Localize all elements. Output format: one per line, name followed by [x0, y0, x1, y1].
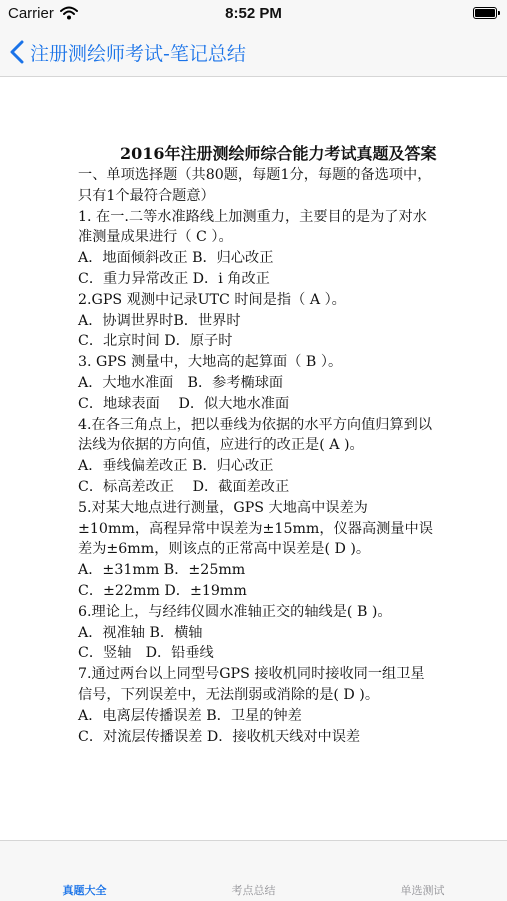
navigation-bar — [0, 28, 507, 77]
tab-label: 考点总结 — [231, 884, 276, 897]
document-line: C．北京时间 D．原子时 — [78, 333, 233, 350]
document-line: A．电离层传播误差 B．卫星的钟差 — [78, 707, 302, 724]
status-time: 8:52 PM — [225, 5, 282, 22]
document-line: A．垂线偏差改正 B．归心改正 — [78, 458, 274, 475]
tab-label: 真题大全 — [62, 884, 107, 897]
document-line: 5.对某大地点进行测量，GPS 大地高中误差为±10mm，高程异常中误差为±15mm，仪器高测量中误差为±6mm，则该点的正常高中误差是( D )。 — [78, 499, 433, 558]
document-title: 2016年注册测绘师综合能力考试真题及答案 — [120, 144, 437, 163]
document-line: C．对流层传播误差 D．接收机天线对中误差 — [78, 728, 361, 745]
document-line: 2.GPS 观测中记录UTC 时间是指（ A ）。 — [78, 291, 346, 308]
document-line: 7.通过两台以上同型号GPS 接收机同时接收同一组卫星信号，下列误差中，无法削弱或消除的是( D )。 — [78, 666, 425, 703]
tab-bar — [0, 840, 507, 901]
tab-real-exams[interactable] — [0, 841, 169, 901]
nav-title: 注册测绘师考试-笔记总结 — [30, 42, 246, 65]
document-line: 4.在各三角点上，把以垂线为依据的水平方向值归算到以法线为依据的方向值，应进行的改正是( A )。 — [78, 416, 433, 454]
document-line: 3. GPS 测量中，大地高的起算面（ B ）。 — [78, 354, 343, 371]
document-line: A．协调世界时B．世界时 — [78, 312, 241, 329]
document-view[interactable] — [0, 77, 507, 840]
back-button[interactable] — [10, 36, 246, 68]
tab-single-choice-test[interactable] — [338, 841, 507, 901]
document-line: 1. 在一.二等水准路线上加测重力，主要目的是为了对水准测量成果进行（ C ）。 — [78, 208, 427, 246]
status-bar — [0, 0, 507, 28]
document-line: C．±22mm D．±19mm — [78, 582, 247, 599]
document-line: A．±31mm B．±25mm — [78, 562, 246, 579]
carrier-label: Carrier — [8, 5, 54, 22]
document-line: C．重力异常改正 D．i 角改正 — [78, 270, 270, 287]
chevron-left-icon — [10, 40, 24, 64]
document-line: A．地面倾斜改正 B．归心改正 — [78, 250, 274, 267]
document-line: 6.理论上，与经纬仪圆水准轴正交的轴线是( B )。 — [78, 603, 392, 620]
document-line: A．视准轴 B．横轴 — [78, 624, 203, 641]
document-line: C．竖轴 D．铅垂线 — [78, 645, 214, 662]
tab-label: 单选测试 — [400, 884, 445, 897]
tab-key-points[interactable] — [169, 841, 338, 901]
document-body — [78, 143, 438, 747]
battery-icon — [473, 7, 497, 19]
document-line: C．地球表面 D．似大地水准面 — [78, 395, 290, 412]
document-line: C．标高差改正 D．截面差改正 — [78, 478, 290, 495]
document-line: 一、单项选择题（共80题，每题1分，每题的备选项中，只有1个最符合题意） — [78, 167, 432, 204]
document-line: A．大地水准面 B．参考椭球面 — [78, 374, 284, 391]
